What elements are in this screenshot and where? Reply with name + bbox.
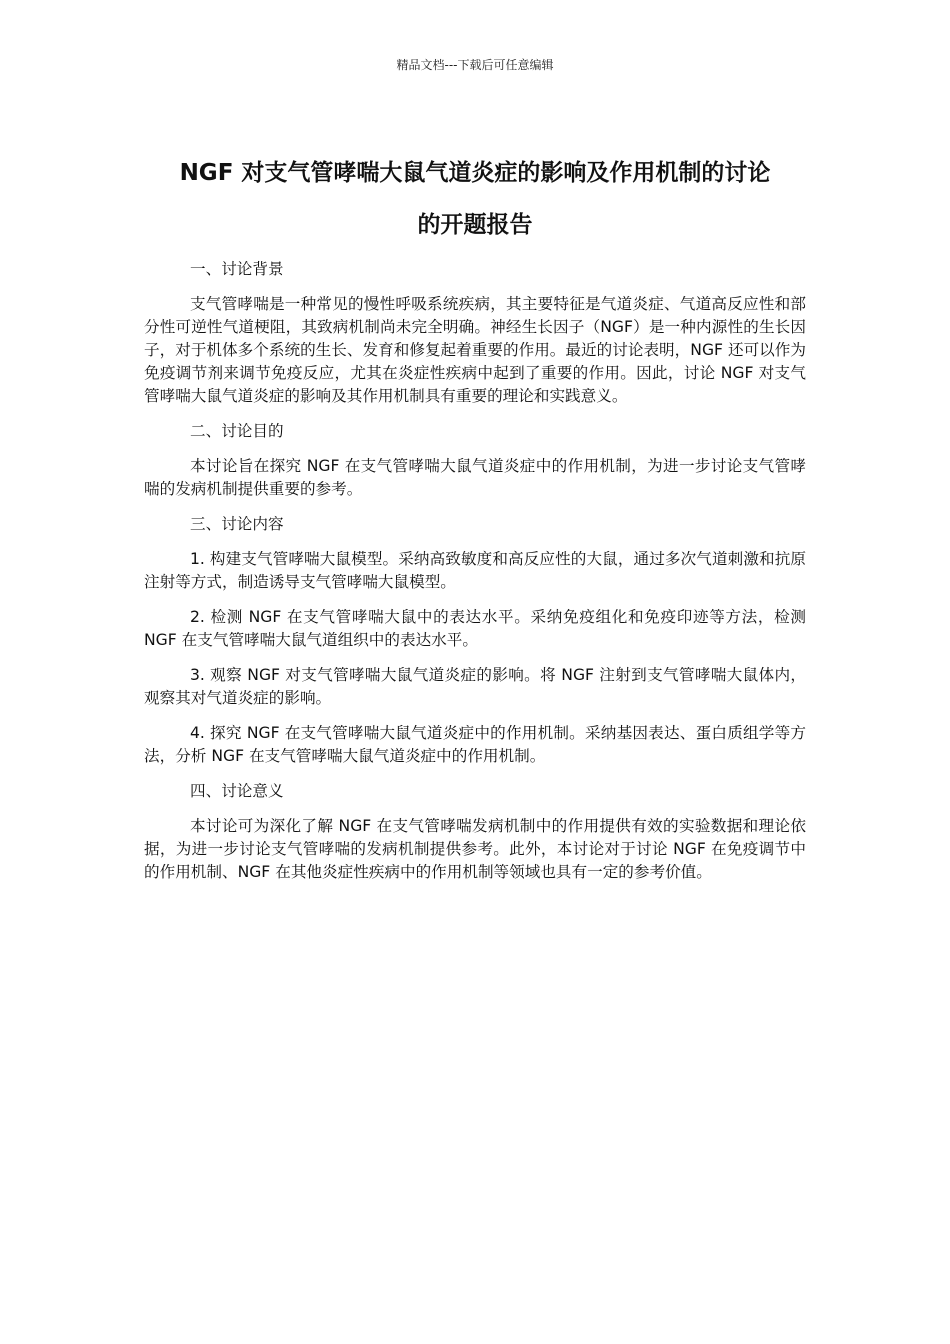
paragraph-purpose: 本讨论旨在探究 NGF 在支气管哮喘大鼠气道炎症中的作用机制，为进一步讨论支气管哮喘的发病机制提供重要的参考。 [144,457,806,498]
header-note: 精品文档---下载后可任意编辑 [396,58,554,72]
paragraph-content-item-1: 1. 构建支气管哮喘大鼠模型。采纳高致敏度和高反应性的大鼠，通过多次气道刺激和抗原注射等方式，制造诱导支气管哮喘大鼠模型。 [144,550,806,591]
title-line-1: NGF 对支气管哮喘大鼠气道炎症的影响及作用机制的讨论 [179,160,771,187]
paragraph-content-item-3: 3. 观察 NGF 对支气管哮喘大鼠气道炎症的影响。将 NGF 注射到支气管哮喘大鼠体内，观察其对气道炎症的影响。 [144,666,806,707]
section-heading-content: 三、讨论内容 [190,515,284,533]
paragraph-significance: 本讨论可为深化了解 NGF 在支气管哮喘发病机制中的作用提供有效的实验数据和理论依据，为进一步讨论支气管哮喘的发病机制提供参考。此外，本讨论对于讨论 NGF 在免疫调节中的作用机制、NGF 在其他炎症性疾病中的作用机制等领域也具有一定的参考价值。 [144,817,806,881]
paragraph-content-item-4: 4. 探究 NGF 在支气管哮喘大鼠气道炎症中的作用机制。采纳基因表达、蛋白质组学等方法，分析 NGF 在支气管哮喘大鼠气道炎症中的作用机制。 [144,724,806,765]
document-body [144,258,806,896]
document-title [144,147,806,251]
section-heading-purpose: 二、讨论目的 [190,422,284,440]
paragraph-content-item-2: 2. 检测 NGF 在支气管哮喘大鼠中的表达水平。采纳免疫组化和免疫印迹等方法，检测 NGF 在支气管哮喘大鼠气道组织中的表达水平。 [144,608,806,649]
title-line-2: 的开题报告 [417,212,533,239]
section-heading-background: 一、讨论背景 [190,260,284,278]
section-heading-significance: 四、讨论意义 [190,782,284,800]
paragraph-background: 支气管哮喘是一种常见的慢性呼吸系统疾病，其主要特征是气道炎症、气道高反应性和部分性可逆性气道梗阻，其致病机制尚未完全明确。神经生长因子（NGF）是一种内源性的生长因子，对于机体多个系统的生长、发育和修复起着重要的作用。最近的讨论表明，NGF 还可以作为免疫调节剂来调节免疫反应，尤其在炎症性疾病中起到了重要的作用。因此，讨论 NGF 对支气管哮喘大鼠气道炎症的影响及其作用机制具有重要的理论和实践意义。 [144,295,806,405]
